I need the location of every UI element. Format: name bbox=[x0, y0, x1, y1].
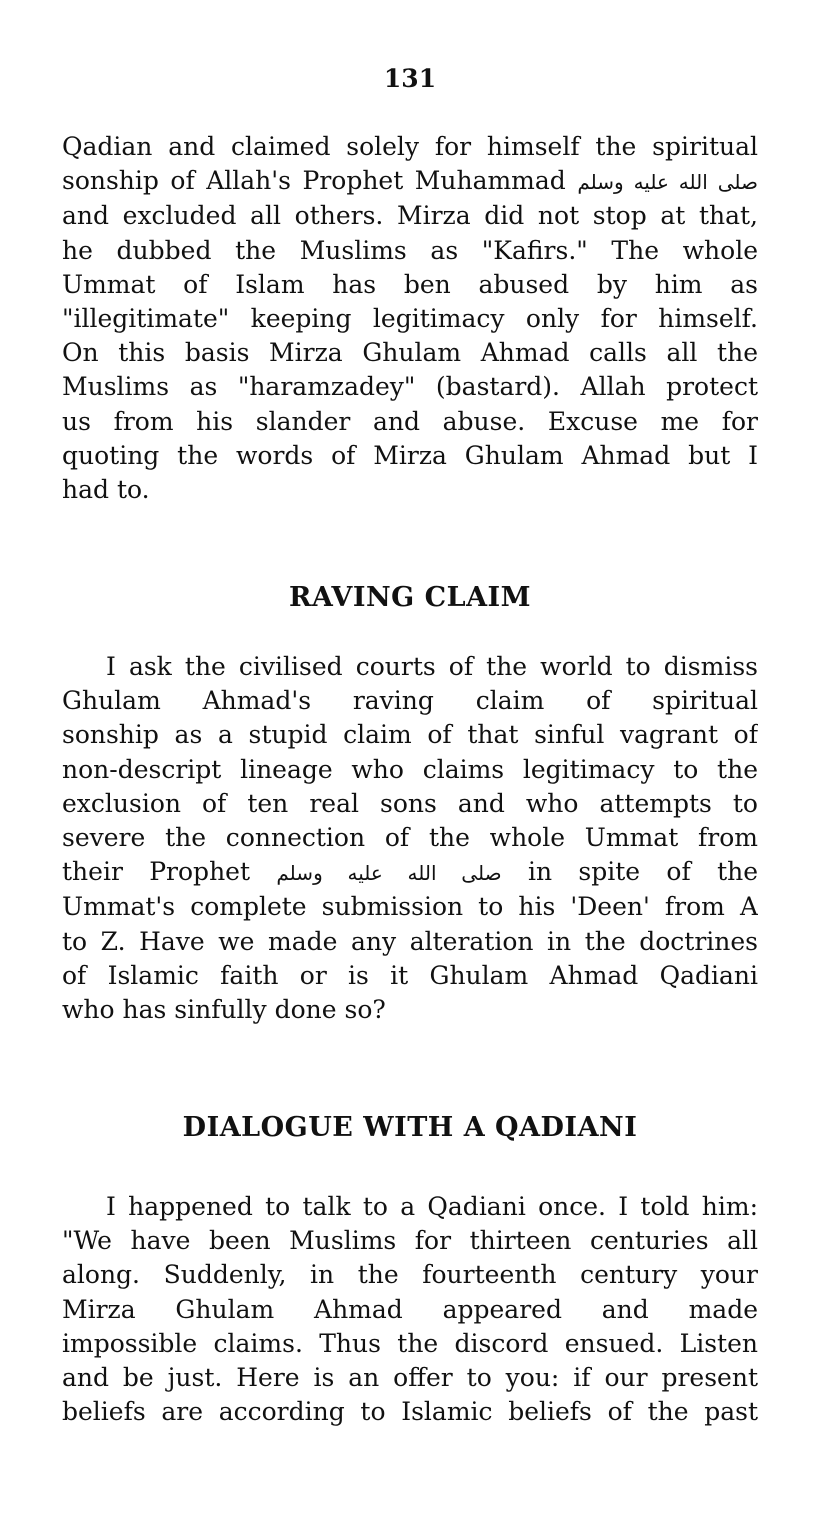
section-heading-dialogue: DIALOGUE WITH A QADIANI bbox=[182, 1112, 638, 1143]
text-line: Muslims as "haramzadey" (bastard). Allah protect bbox=[62, 372, 758, 402]
text-line-with-salutation bbox=[62, 164, 758, 199]
text-line: sonship as a stupid claim of that sinful vagrant of bbox=[62, 720, 758, 750]
text-line: "We have been Muslims for thirteen centuries all bbox=[62, 1226, 758, 1256]
text-line: exclusion of ten real sons and who attempts to bbox=[62, 788, 758, 818]
text-line: he dubbed the Muslims as "Kafirs." The whole bbox=[62, 235, 758, 265]
arabic-salutation: صلى الله عليه وسلم bbox=[276, 861, 502, 886]
book-page bbox=[62, 0, 758, 1540]
text-line: and excluded all others. Mirza did not stop at that, bbox=[62, 201, 758, 231]
text-line: to Z. Have we made any alteration in the doctrines bbox=[62, 926, 758, 956]
text-line: Ummat's complete submission to his 'Deen' from A bbox=[62, 892, 758, 922]
text-line: and be just. Here is an offer to you: if our present bbox=[62, 1363, 758, 1393]
text-line: Qadian and claimed solely for himself the spiritual bbox=[62, 132, 758, 161]
text-line: Mirza Ghulam Ahmad appeared and made bbox=[62, 1294, 758, 1324]
text-line: quoting the words of Mirza Ghulam Ahmad but I bbox=[62, 440, 758, 470]
text-line: non-descript lineage who claims legitimacy to the bbox=[62, 754, 758, 784]
text-line: us from his slander and abuse. Excuse me for bbox=[62, 406, 758, 436]
text-line: had to. bbox=[62, 475, 150, 505]
text-line: of Islamic faith or is it Ghulam Ahmad Qadiani bbox=[62, 960, 758, 990]
text-line: On this basis Mirza Ghulam Ahmad calls all the bbox=[62, 338, 758, 368]
arabic-salutation: صلى الله عليه وسلم bbox=[577, 170, 758, 195]
text-fragment: their Prophet bbox=[62, 857, 251, 887]
text-line: who has sinfully done so? bbox=[62, 995, 386, 1025]
page-number: 131 bbox=[383, 64, 437, 93]
text-line: I ask the civilised courts of the world to dismiss bbox=[106, 652, 758, 681]
text-line: Ummat of Islam has ben abused by him as bbox=[62, 269, 758, 299]
text-line: "illegitimate" keeping legitimacy only for himself. bbox=[62, 304, 758, 334]
paragraph-spiritual-sonship bbox=[62, 130, 758, 507]
text-line: I happened to talk to a Qadiani once. I told him: bbox=[106, 1192, 758, 1221]
text-line: beliefs are according to Islamic beliefs of the past bbox=[62, 1397, 758, 1427]
text-line-with-salutation bbox=[62, 855, 758, 890]
paragraph-dialogue bbox=[62, 1190, 758, 1429]
text-fragment: sonship of Allah's Prophet Muhammad bbox=[62, 166, 566, 196]
text-line: Ghulam Ahmad's raving claim of spiritual bbox=[62, 686, 758, 716]
section-heading-raving-claim: RAVING CLAIM bbox=[288, 582, 532, 613]
paragraph-raving-claim bbox=[62, 650, 758, 1027]
text-line: along. Suddenly, in the fourteenth century your bbox=[62, 1260, 758, 1290]
text-line: impossible claims. Thus the discord ensued. Listen bbox=[62, 1328, 758, 1358]
text-line: severe the connection of the whole Ummat from bbox=[62, 823, 758, 853]
text-fragment: in spite of the bbox=[527, 857, 758, 887]
